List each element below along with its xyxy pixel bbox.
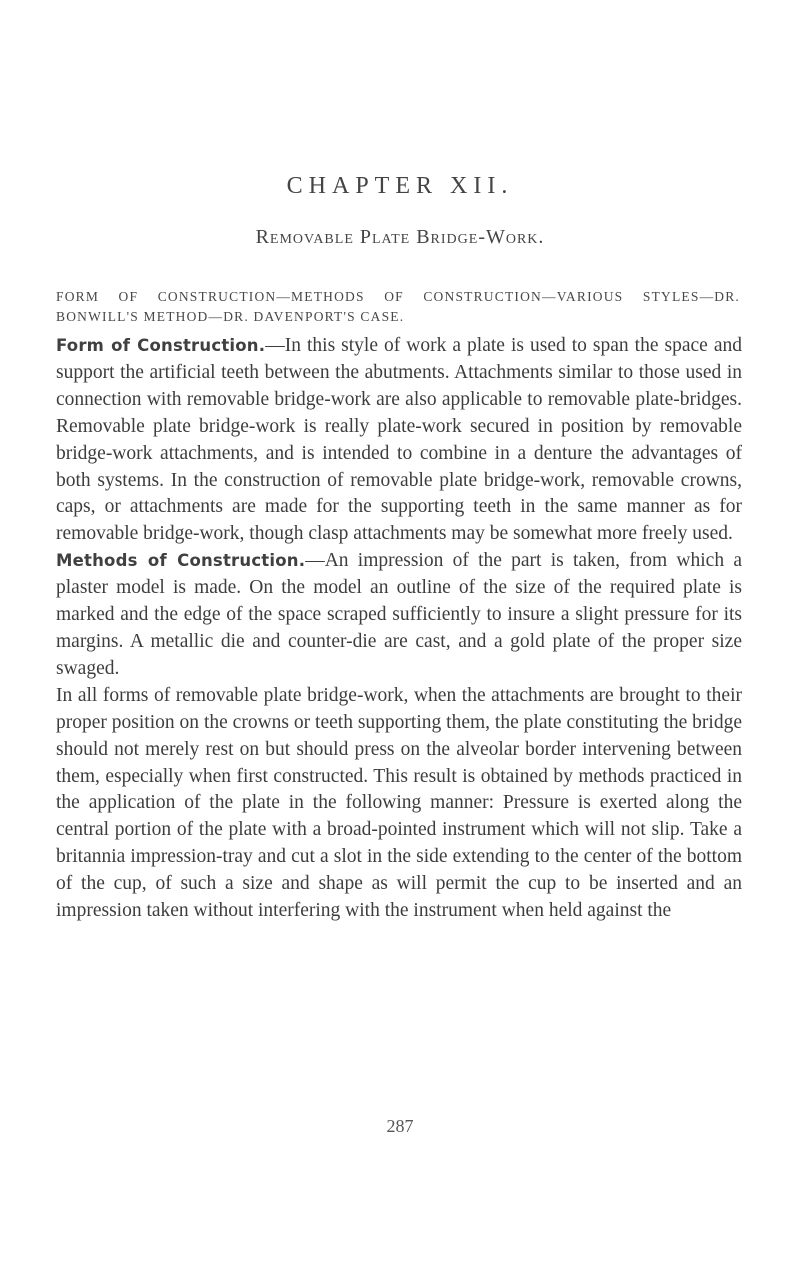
chapter-synopsis: FORM OF CONSTRUCTION—METHODS OF CONSTRUCTION—VARIOUS STYLES—DR. BONWILL'S METHOD—DR. DAVENPORT'S CASE. — [56, 289, 740, 324]
paragraph-heading: Form of Construction. — [56, 336, 266, 355]
paragraph-text: —In this style of work a plate is used to span the space and support the artificial teeth between the abutments. Attachments similar to those used in connection with removable bridge-work are also applicable to removable plate-bridges. Removable plate bridge-work is really plate-work secured in position by removable bridge-work attachments, and is intended to combine in a denture the advantages of both systems. In the construction of removable plate bridge-work, removable crowns, caps, or attachments are made for the supporting teeth in the same manner as for removable bridge-work, though clasp attachments may be somewhat more freely used. — [56, 335, 742, 545]
section-title: Removable Plate Bridge-Work. — [255, 226, 545, 248]
paragraph-text: In all forms of removable plate bridge-work, when the attachments are brought to their proper position on the crowns or teeth supporting them, the plate constituting the bridge should not merely rest on but should press on the alveolar border intervening between them, especially when first constructed. This result is obtained by methods practiced in the application of the plate in the following manner: Pressure is exerted along the central portion of the plate with a broad-pointed instrument which will not slip. Take a britannia impression-tray and cut a slot in the side extending to the center of the bottom of the cup, of such a size and shape as will permit the cup to be inserted and an impression taken without interfering with the instrument when held against the — [56, 684, 742, 922]
chapter-title: CHAPTER XII. — [286, 173, 514, 199]
paragraph-methods-of-construction — [56, 548, 742, 683]
paragraph-form-of-construction — [56, 333, 742, 548]
paragraph-removable-plate-forms — [56, 683, 742, 925]
paragraph-text: —An impression of the part is taken, from which a plaster model is made. On the model an outline of the size of the required plate is marked and the edge of the space scraped sufficiently to insure a slight pressure for its margins. A metallic die and counter-die are cast, and a gold plate of the proper size swaged. — [56, 550, 742, 679]
paragraph-heading: Methods of Construction. — [56, 551, 306, 571]
page-number: 287 — [386, 1116, 414, 1136]
body-text — [56, 333, 742, 925]
